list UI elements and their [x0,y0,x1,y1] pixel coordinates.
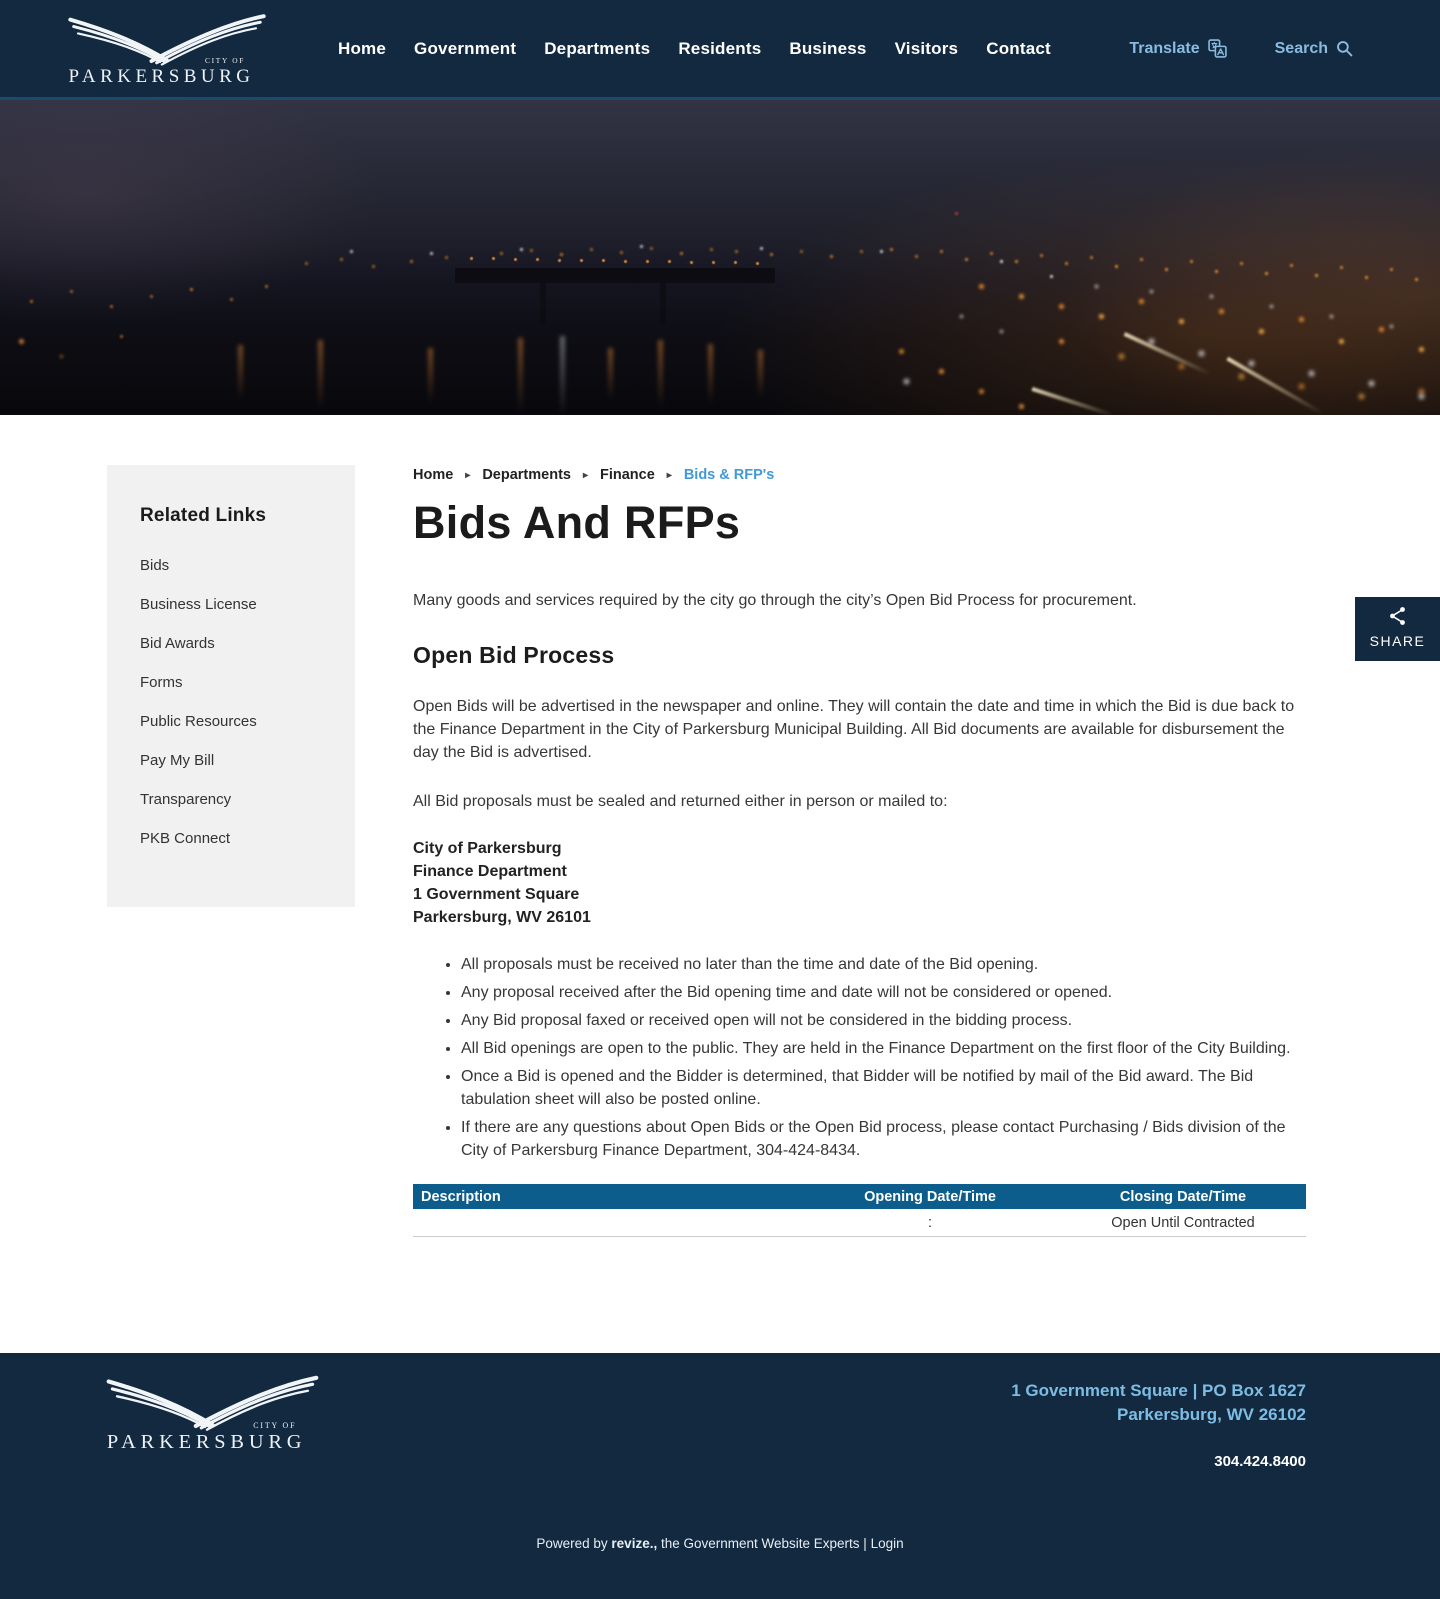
main-column [413,467,1306,1237]
search-button[interactable] [1275,40,1353,58]
list-item [140,596,335,614]
search-label: Search [1274,39,1328,57]
sidebar-item-bids[interactable]: Bids [140,557,170,574]
mailing-address [413,837,1306,929]
column-header-description: Description [421,1188,501,1205]
nav-departments[interactable]: Departments [544,38,651,58]
hero-river-reflection [428,348,433,403]
related-links-panel [107,465,355,907]
breadcrumb-home[interactable]: Home [413,467,454,483]
related-links-title: Related Links [140,505,267,526]
list-item [140,557,335,575]
paragraph: Open Bids will be advertised in the newspaper and online. They will contain the date and time in which the Bid is due back to the Finance Department in the City of Parkersburg Municipal Building. All Bid documents are available for disbursement the day the Bid is advertised. [413,698,1295,761]
nav-contact[interactable]: Contact [986,38,1051,58]
share-icon [1388,606,1408,626]
breadcrumb-departments[interactable]: Departments [482,467,571,483]
list-item: • All proposals must be received no later than the time and date of the Bid opening. [461,953,1306,976]
list-item: • Any proposal received after the Bid opening time and date will not be considered or opened. [461,981,1306,1004]
hero-river-reflection [658,340,663,408]
logo-name-text: PARKERSBURG [68,65,255,87]
share-label: SHARE [1369,633,1426,649]
list-item [140,635,335,653]
sidebar-item-bid-awards[interactable]: Bid Awards [140,635,215,652]
column-header-closing: Closing Date/Time [1119,1188,1247,1205]
list-item [140,830,335,848]
hero-river-reflection [238,345,243,400]
cell-opening: : [927,1214,933,1231]
page-title: Bids And RFPs [413,497,741,548]
site-footer [0,1353,1440,1599]
parkersburg-footer-logo[interactable] [105,1371,320,1455]
hero-river-reflection [608,348,613,400]
translate-icon [1208,39,1227,58]
translate-label: Translate [1129,39,1200,57]
list-item [140,752,335,770]
sidebar-item-transparency[interactable]: Transparency [140,791,232,808]
list-item: • All Bid openings are open to the public. They are held in the Finance Department on the first floor of the City Building. [461,1037,1306,1060]
bids-table-header [413,1184,1306,1209]
parkersburg-logo[interactable] [56,11,278,87]
intro-paragraph: Many goods and services required by the city go through the city’s Open Bid Process for procurement. [413,592,1137,609]
hero-river-reflection [560,336,565,415]
chevron-right-icon: ▸ [666,469,672,481]
footer-address-line2: Parkersburg, WV 26102 [1117,1405,1306,1424]
logo-name-text: PARKERSBURG [106,1431,307,1454]
section-heading: Open Bid Process [413,642,615,668]
nav-business[interactable]: Business [789,38,867,58]
sidebar-item-business-license[interactable]: Business License [140,596,257,613]
sidebar-item-pkb-connect[interactable]: PKB Connect [140,830,231,847]
hero-river-reflection [518,338,523,413]
footer-phone: 304.424.8400 [1214,1453,1306,1470]
address-line: 1 Government Square [413,886,580,903]
hero-river-reflection [708,344,713,404]
list-item [140,713,335,731]
nav-residents[interactable]: Residents [678,38,762,58]
sidebar-item-pay-my-bill[interactable]: Pay My Bill [140,752,215,769]
hero-river-reflection [318,340,323,410]
sidebar-item-public-resources[interactable]: Public Resources [140,713,257,730]
hero-bridge-silhouette [455,268,775,283]
powered-prefix: Powered by [536,1536,612,1551]
hero-night-cityscape-image [0,97,1440,415]
logo-city-of-text: CITY OF [205,55,246,65]
breadcrumb-current: Bids & RFP's [683,467,775,483]
list-item: • Once a Bid is opened and the Bidder is determined, that Bidder will be notified by mail of the Bid award. The Bid tabulation sheet will also be posted online. [461,1065,1306,1111]
translate-button[interactable] [1129,39,1226,58]
list-item: • If there are any questions about Open Bids or the Open Bid process, please contact Purchasing / Bids division of the City of Parkersburg Finance Department, 304-424-8434. [461,1116,1306,1162]
chevron-right-icon: ▸ [582,469,588,481]
main-nav [338,39,1051,59]
paragraph: All Bid proposals must be sealed and returned either in person or mailed to: [413,793,948,810]
breadcrumb-finance[interactable]: Finance [600,467,655,483]
cell-closing: Open Until Contracted [1111,1214,1255,1231]
search-icon [1336,40,1353,57]
nav-visitors[interactable]: Visitors [894,38,959,58]
bid-rules-list [413,953,1306,1162]
nav-government[interactable]: Government [414,38,517,58]
list-item: • Any Bid proposal faxed or received open will not be considered in the bidding process. [461,1009,1306,1032]
header-utilities [1129,0,1353,97]
hero-street-light-streak [1031,387,1113,415]
footer-address [1011,1379,1306,1474]
chevron-right-icon: ▸ [465,469,471,481]
column-header-opening: Opening Date/Time [864,1188,996,1205]
hero-street-light-streak [1226,357,1323,415]
hero-street-light-streak [1124,332,1212,376]
address-line: Finance Department [413,863,567,880]
sidebar-item-forms[interactable]: Forms [140,674,183,691]
nav-home[interactable]: Home [338,38,387,58]
list-item [140,674,335,692]
list-item [140,791,335,809]
footer-address-line1: 1 Government Square | PO Box 1627 [1011,1381,1306,1400]
bids-table [413,1184,1306,1237]
hero-river-reflection [758,350,763,398]
address-line: City of Parkersburg [413,840,562,857]
footer-powered-by [0,1536,1440,1551]
logo-city-of-text: CITY OF [253,1420,297,1430]
share-button[interactable] [1355,597,1440,661]
powered-suffix: the Government Website Experts | [657,1536,871,1551]
address-line: Parkersburg, WV 26101 [413,909,591,926]
revize-brand[interactable]: revize., [611,1536,658,1551]
page-content [0,415,1440,1353]
login-link[interactable]: Login [870,1536,904,1551]
site-header [0,0,1440,97]
hero-bridge-pier [660,283,666,325]
table-row [413,1209,1306,1237]
hero-bridge-pier [540,283,546,325]
hero-city-lights-white [0,100,3,103]
breadcrumb [413,467,1306,483]
